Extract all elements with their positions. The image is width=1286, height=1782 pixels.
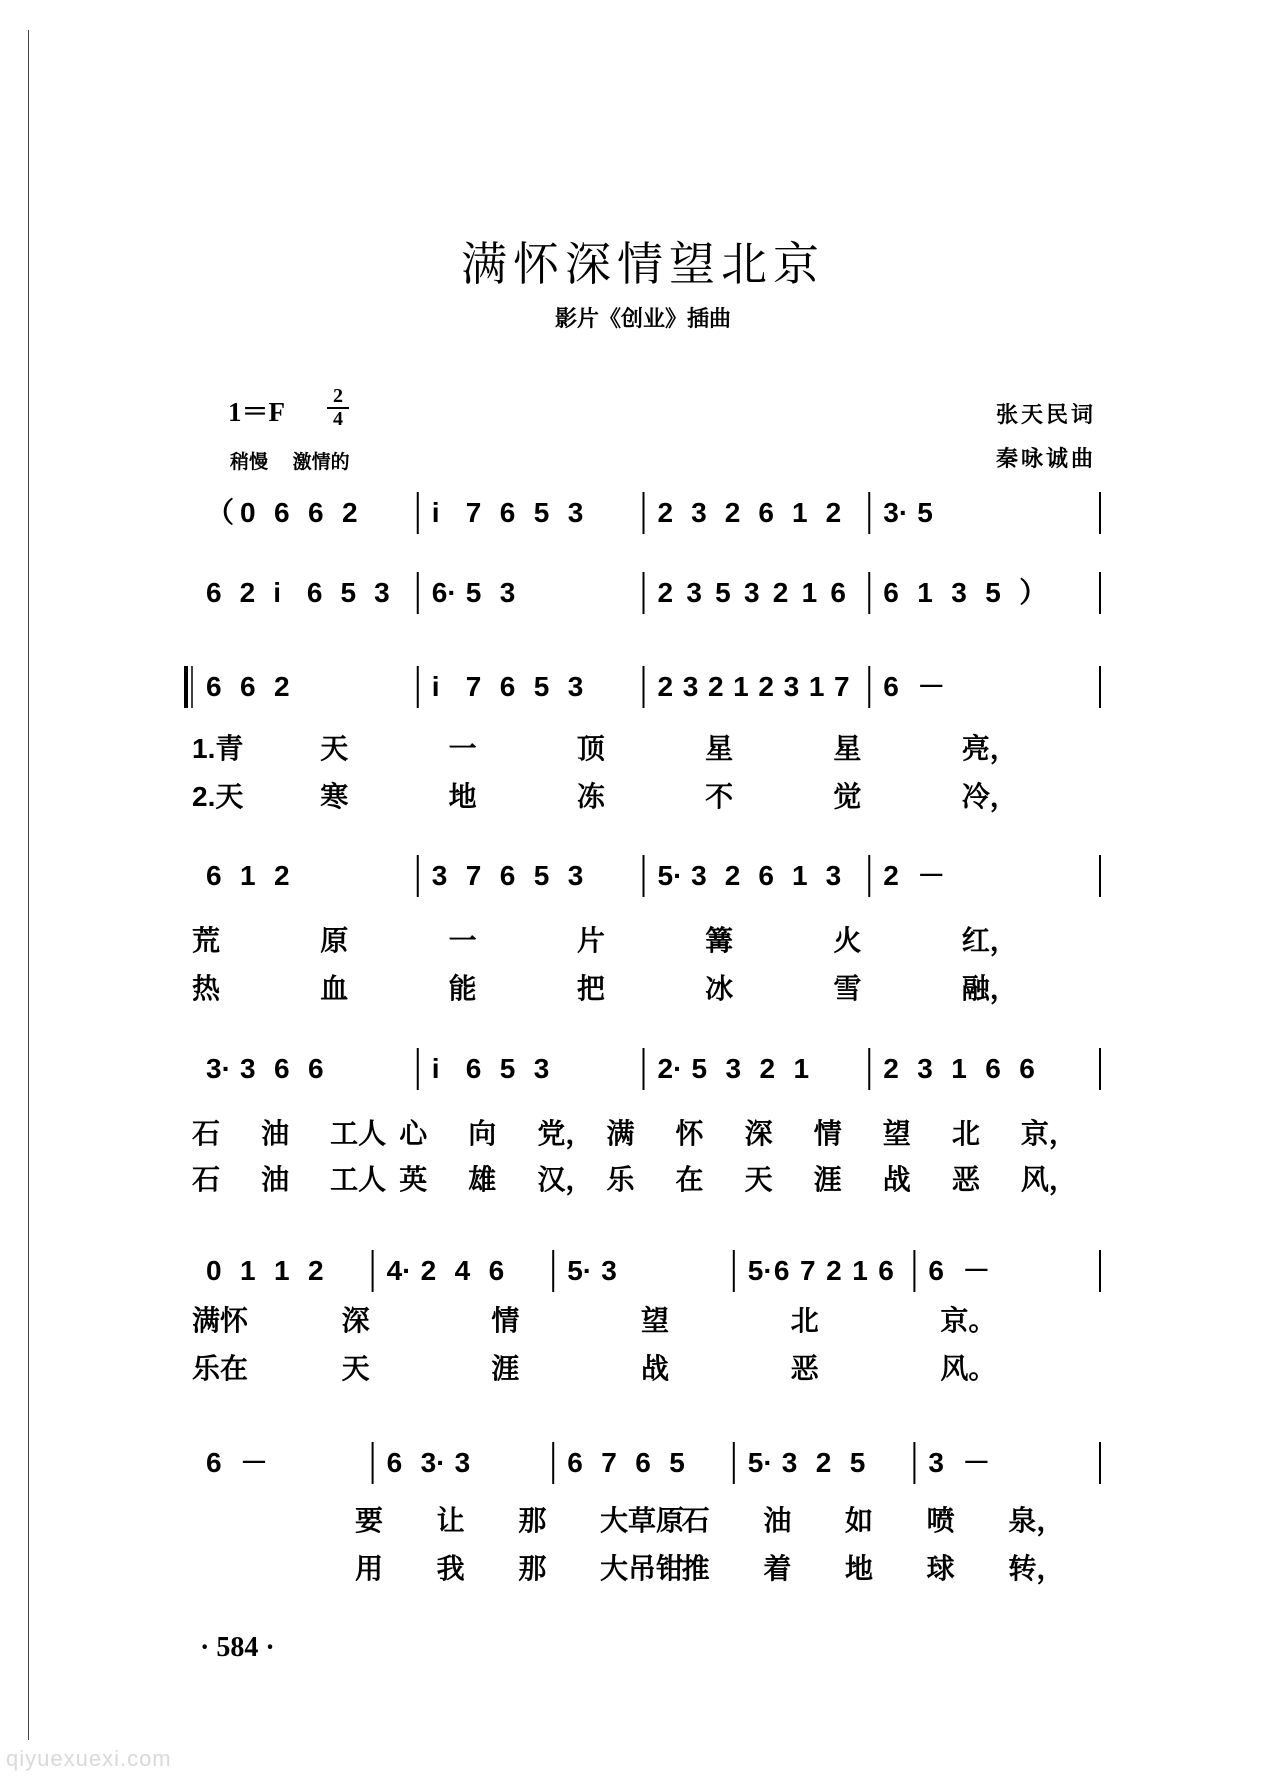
lyric-word: 石: [192, 1118, 221, 1149]
note: －: [240, 1447, 269, 1478]
note: 3: [374, 577, 390, 608]
note: 5: [849, 1447, 866, 1478]
lyric-word: 顶: [576, 733, 605, 764]
note: 1: [240, 860, 256, 891]
note: 2: [826, 1255, 842, 1286]
lyric-word: 北: [790, 1305, 819, 1336]
lyric-word: 要: [355, 1505, 384, 1536]
note: 3: [691, 497, 707, 528]
note: 3: [691, 860, 707, 891]
note: 2: [883, 1053, 899, 1084]
lyric-word: 英: [399, 1164, 428, 1195]
note: 6: [499, 860, 516, 891]
note: 3: [928, 1447, 944, 1478]
lyric-word: 满: [606, 1118, 635, 1149]
note: 7: [834, 671, 850, 702]
tempo-speed: 稍慢: [230, 451, 269, 473]
note: 3: [725, 1053, 742, 1084]
lyric-word: 推: [681, 1553, 710, 1584]
note: 2: [724, 497, 741, 528]
note: 7: [800, 1255, 816, 1286]
lyric-word: 天: [320, 733, 349, 764]
song-title: 满怀深情望北京: [461, 237, 825, 291]
note: 6: [488, 1255, 505, 1286]
lyric-word: 党，: [537, 1118, 594, 1149]
note: 7: [465, 671, 482, 702]
watermark: qiyuexuexi.com: [6, 1746, 172, 1771]
note: i: [273, 577, 282, 608]
note: 5: [499, 1053, 516, 1084]
note: 6: [773, 1255, 790, 1286]
lyric-word: 热: [192, 973, 221, 1004]
lyric-word: 球: [926, 1553, 955, 1584]
note: （: [206, 497, 235, 528]
note: 5: [533, 860, 550, 891]
lyric-word: 油: [261, 1118, 290, 1149]
lyric-word: 如: [845, 1505, 874, 1536]
lyric-word: 寒: [320, 781, 349, 812]
note: 6: [308, 1053, 324, 1084]
note: 2: [342, 497, 358, 528]
note: 3: [533, 1053, 550, 1084]
lyric-word: 原: [320, 925, 349, 956]
note: 6: [635, 1447, 651, 1478]
lyric-word: 让: [436, 1505, 465, 1536]
lyric-word: 觉: [833, 781, 862, 812]
lyric-word: 冻: [576, 781, 605, 812]
note: 3: [567, 860, 584, 891]
note: 5: [715, 577, 731, 608]
note: 3: [783, 671, 800, 702]
lyric-word: 一: [448, 733, 477, 764]
note: 2: [825, 497, 842, 528]
time-signature-bottom: 4: [333, 408, 343, 430]
note: 1: [808, 671, 825, 702]
note: 6: [206, 1447, 222, 1478]
lyric-word: 冰: [705, 973, 734, 1004]
note: 1: [917, 577, 933, 608]
lyric-word: 石: [681, 1505, 710, 1536]
lyric-word: 情: [813, 1118, 842, 1149]
lyric-word: 2.天: [192, 781, 244, 812]
note: 6: [985, 1053, 1001, 1084]
note: 1: [274, 1255, 290, 1286]
note: 3: [781, 1447, 798, 1478]
note: 5: [669, 1447, 685, 1478]
note: 3: [567, 671, 584, 702]
note: 6·: [431, 577, 457, 608]
note: 3: [601, 1255, 617, 1286]
lyric-word: 在: [675, 1164, 704, 1195]
lyric-word: 风，: [1020, 1164, 1077, 1195]
note: 3: [686, 577, 702, 608]
lyric-word: 冷，: [961, 781, 1018, 812]
note: －: [962, 1255, 991, 1286]
note: 3: [682, 671, 699, 702]
note: i: [431, 497, 440, 528]
lyric-word: 怀: [675, 1118, 704, 1149]
note: 6: [206, 671, 222, 702]
note: 3·: [206, 1053, 231, 1084]
tempo-mood: 激情的: [292, 451, 350, 473]
note: 4: [454, 1255, 471, 1286]
lyric-word: 大吊钳: [600, 1553, 685, 1584]
note: 1: [793, 1053, 810, 1084]
lyric-word: 恶: [790, 1353, 819, 1384]
note: 4·: [386, 1255, 412, 1286]
lyric-word: 能: [448, 973, 477, 1004]
lyric-word: 涯: [813, 1164, 842, 1195]
lyric-word: 转，: [1008, 1553, 1065, 1584]
note: 2: [883, 860, 899, 891]
note: 2: [657, 497, 674, 528]
lyric-word: 战: [641, 1353, 670, 1384]
note: 2: [815, 1447, 832, 1478]
lyric-word: 着: [763, 1553, 792, 1584]
note: 5: [533, 671, 550, 702]
time-signature-top: 2: [333, 385, 343, 407]
note: 6: [878, 1255, 894, 1286]
lyric-word: 恶: [951, 1164, 980, 1195]
key-signature: 1＝F: [228, 397, 285, 427]
lyric-word: 地: [448, 781, 477, 812]
lyricist-credit: 张天民词: [995, 402, 1096, 428]
note: 2: [724, 860, 741, 891]
note: 5: [985, 577, 1001, 608]
note: －: [962, 1447, 991, 1478]
lyric-word: 星: [705, 733, 734, 764]
lyric-word: 地: [845, 1553, 874, 1584]
lyric-word: 京，: [1020, 1118, 1077, 1149]
song-subtitle: 影片《创业》插曲: [554, 306, 731, 332]
note: 2: [420, 1255, 437, 1286]
note: 0: [240, 497, 256, 528]
note: 2: [239, 577, 256, 608]
note: 1: [852, 1255, 868, 1286]
note: 7: [465, 497, 482, 528]
note: 3: [743, 577, 760, 608]
note: 0: [206, 1255, 222, 1286]
lyric-word: 油: [763, 1505, 792, 1536]
note: 6: [240, 671, 256, 702]
lyric-word: 乐在: [192, 1353, 249, 1384]
note: 2: [657, 577, 674, 608]
note: 7: [601, 1447, 617, 1478]
note: 2: [759, 1053, 776, 1084]
note: 1: [792, 860, 808, 891]
note: 2: [758, 671, 774, 702]
note: 5·: [657, 860, 683, 891]
note: 2: [274, 860, 290, 891]
note: 5·: [747, 1447, 773, 1478]
note: 3: [454, 1447, 471, 1478]
note: 2: [772, 577, 789, 608]
lyric-word: 血: [320, 973, 349, 1004]
lyric-word: 红，: [961, 925, 1018, 956]
note: 5: [533, 497, 550, 528]
note: 6: [499, 671, 516, 702]
lyric-word: 泉，: [1008, 1505, 1065, 1536]
lyric-word: 雄: [468, 1164, 497, 1195]
lyric-word: 向: [468, 1118, 497, 1149]
note: 2: [308, 1255, 324, 1286]
note: 5: [465, 577, 482, 608]
lyric-word: 心: [399, 1118, 428, 1149]
lyric-word: 天: [341, 1353, 370, 1384]
lyric-word: 融，: [961, 973, 1018, 1004]
lyric-word: 深: [341, 1305, 370, 1336]
note: 6: [274, 497, 290, 528]
note: 3: [240, 1053, 256, 1084]
lyric-word: 荒: [192, 925, 221, 956]
lyric-word: 石: [192, 1164, 221, 1195]
lyric-word: 亮，: [961, 733, 1018, 764]
note: 5: [691, 1053, 708, 1084]
lyric-word: 北: [951, 1118, 980, 1149]
note: 5·: [747, 1255, 773, 1286]
lyric-word: 深: [744, 1118, 773, 1149]
lyric-word: 情: [491, 1305, 520, 1336]
note: 1: [733, 671, 749, 702]
note: 1: [240, 1255, 256, 1286]
note: 6: [830, 577, 847, 608]
lyric-word: 大草原: [600, 1505, 685, 1536]
note: 6: [1019, 1053, 1035, 1084]
lyric-word: 一: [448, 925, 477, 956]
note: 2: [707, 671, 724, 702]
lyric-word: 雪: [833, 973, 862, 1004]
lyric-word: 那: [518, 1553, 547, 1584]
note: 3·: [883, 497, 909, 528]
lyric-word: 工人: [330, 1164, 387, 1195]
note: －: [917, 671, 946, 702]
note: 6: [499, 497, 516, 528]
note: 7: [465, 860, 482, 891]
lyric-word: 篝: [705, 925, 734, 956]
note: 5: [340, 577, 357, 608]
note: 3·: [420, 1447, 446, 1478]
note: 1: [951, 1053, 967, 1084]
note: 1: [801, 577, 818, 608]
lyric-word: 工人: [330, 1118, 387, 1149]
note: 3: [917, 1053, 933, 1084]
note: 6: [206, 860, 222, 891]
lyric-word: 油: [261, 1164, 290, 1195]
note: 6: [308, 497, 324, 528]
lyric-word: 满怀: [192, 1305, 249, 1336]
note: 6: [883, 671, 899, 702]
note: 6: [758, 860, 774, 891]
note: 3: [499, 577, 516, 608]
note: 6: [386, 1447, 403, 1478]
composer-credit: 秦咏诚曲: [995, 446, 1096, 472]
note: 2: [657, 671, 674, 702]
lyric-word: 那: [518, 1505, 547, 1536]
note: 1: [792, 497, 808, 528]
lyric-word: 用: [355, 1553, 384, 1584]
note: i: [431, 671, 440, 702]
note: 6: [206, 577, 222, 608]
note: 3: [431, 860, 448, 891]
note: 6: [758, 497, 774, 528]
note: 5·: [567, 1255, 593, 1286]
note: 6: [465, 1053, 482, 1084]
lyric-word: 不: [705, 781, 734, 812]
note: 6: [306, 577, 323, 608]
note: 6: [567, 1447, 583, 1478]
lyric-word: 乐: [606, 1164, 635, 1195]
lyric-word: 1.青: [192, 733, 244, 764]
lyric-word: 京。: [940, 1305, 997, 1336]
note: －: [917, 860, 946, 891]
note: 6: [928, 1255, 944, 1286]
lyric-word: 星: [833, 733, 862, 764]
lyric-word: 涯: [491, 1353, 520, 1384]
note: 6: [883, 577, 899, 608]
lyric-word: 火: [833, 925, 862, 956]
note: i: [431, 1053, 440, 1084]
lyric-word: 喷: [926, 1505, 955, 1536]
lyric-word: 风。: [940, 1353, 997, 1384]
note: 3: [825, 860, 842, 891]
note: 3: [951, 577, 967, 608]
lyric-word: 望: [882, 1118, 911, 1149]
page-number: · 584 ·: [200, 1632, 275, 1663]
note: 3: [567, 497, 584, 528]
lyric-word: 汉，: [537, 1164, 594, 1195]
lyric-word: 战: [882, 1164, 911, 1195]
note: ）: [1019, 577, 1048, 608]
note: 2: [274, 671, 290, 702]
lyric-word: 天: [744, 1164, 773, 1195]
lyric-word: 望: [641, 1305, 670, 1336]
note: 6: [274, 1053, 290, 1084]
lyric-word: 把: [576, 973, 605, 1004]
lyric-word: 我: [436, 1553, 465, 1584]
note: 2·: [657, 1053, 683, 1084]
note: 5: [917, 497, 933, 528]
lyric-word: 片: [576, 925, 605, 956]
